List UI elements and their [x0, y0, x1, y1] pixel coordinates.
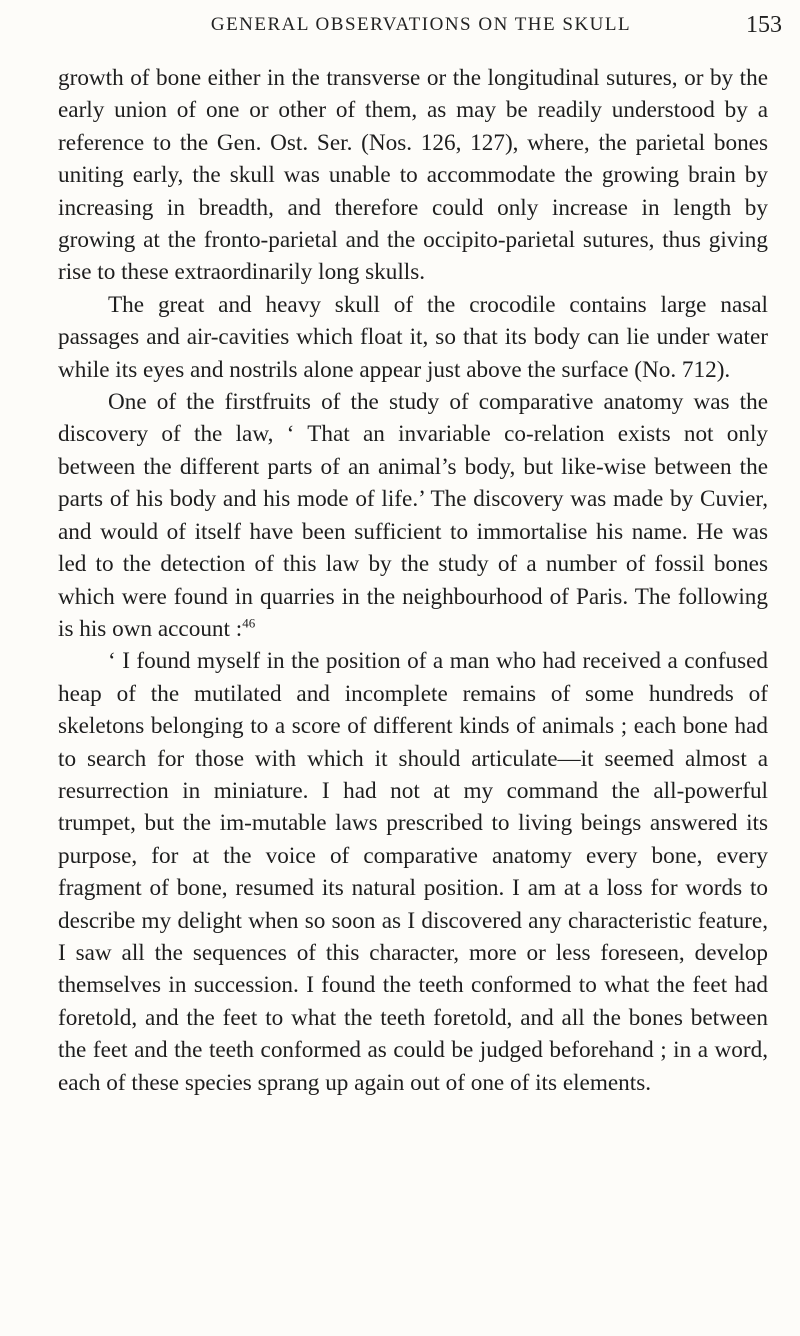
paragraph-1: [58, 62, 768, 289]
page-number: 153: [746, 12, 782, 38]
paragraph-4-text: ‘ I found myself in the position of a man who had received a confused heap of the mutilated and incomplete remains of some hundreds of skeletons belonging to a score of different kinds of animals ; each bone had to search for those with which it should articulate—it seemed almost a resurrection in miniature. I had not at my command the all-powerful trumpet, but the im-mutable laws prescribed to living beings answered its purpose, for at the voice of comparative anatomy every bone, every fragment of bone, resumed its natural position. I am at a loss for words to describe my delight when so soon as I discovered any characteristic feature, I saw all the sequences of this character, more or less foreseen, develop themselves in succession. I found the teeth conformed to what the feet had foretold, and the feet to what the teeth foretold, and all the bones between the feet and the teeth conformed as could be judged beforehand ; in a word, each of these species sprang up again out of one of its elements.: [58, 648, 768, 1096]
chapter-title: GENERAL OBSERVATIONS ON THE SKULL: [210, 14, 632, 35]
paragraph-3: [58, 386, 768, 645]
body-text: [58, 62, 768, 1099]
paragraph-2: [58, 289, 768, 386]
paragraph-1-text: growth of bone either in the transverse or the longitudinal sutures, or by the early union of one or other of them, as may be readily understood by a reference to the Gen. Ost. Ser. (Nos. 126, 127), where, the parietal bones uniting early, the skull was unable to accommodate the growing brain by increasing in breadth, and therefore could only increase in length by growing at the fronto-parietal and the occipito-parietal sutures, thus giving rise to these extraordinarily long skulls.: [58, 65, 768, 286]
running-head: [60, 14, 782, 44]
paragraph-4-quotation: [58, 645, 768, 1099]
footnote-marker: 46: [242, 615, 256, 631]
paragraph-2-text: The great and heavy skull of the crocodile contains large nasal passages and air-cavities which float it, so that its body can lie under water while its eyes and nostrils alone appear just above the surface (No. 712).: [58, 291, 768, 383]
paragraph-3-text: One of the firstfruits of the study of comparative anatomy was the discovery of the law, ‘ That an invariable co-relation exists not only between the different parts of an animal’s body, but like-wise between the parts of his body and his mode of life.’ The discovery was made by Cuvier, and would of itself have been sufficient to immortalise his name. He was led to the detection of this law by the study of a number of fossil bones which were found in quarries in the neighbourhood of Paris. The following is his own account :: [58, 389, 768, 642]
